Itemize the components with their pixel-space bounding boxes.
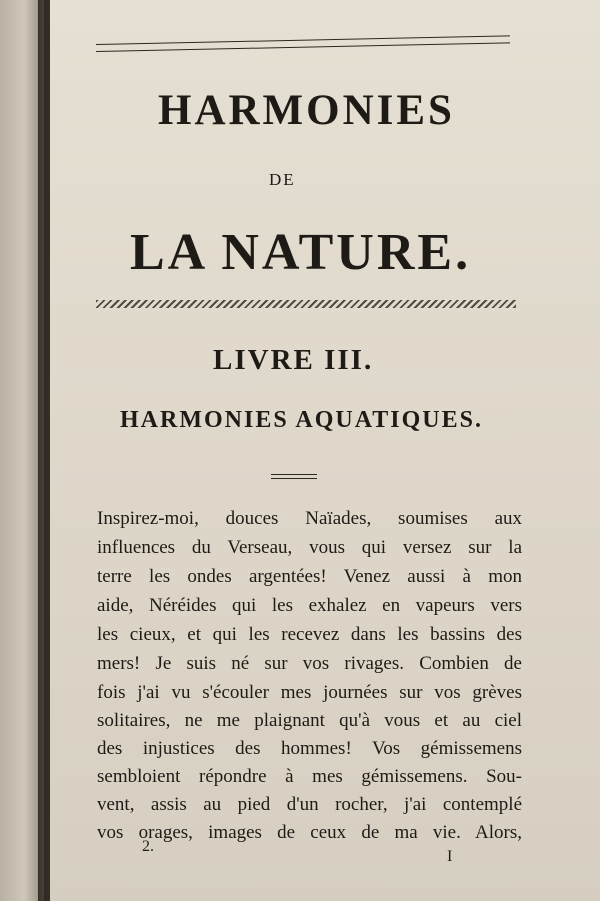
body-line: terre les ondes argentées! Venez aussi à mon [97,566,522,587]
chapter-subtitle: HARMONIES AQUATIQUES. [120,407,483,433]
wavy-ornament-rule [96,300,516,308]
body-line: vos orages, images de ceux de ma vie. Alors, [97,822,522,843]
body-line: aide, Néréides qui les exhalez en vapeurs vers [97,595,522,616]
body-line: les cieux, et qui les recevez dans les bassins des [97,624,522,645]
short-divider-rule [271,474,317,479]
body-line: fois j'ai vu s'écouler mes journées sur vos grèves [97,682,522,703]
title-de: DE [269,170,296,189]
body-line: sembloient répondre à mes gémissemens. Sou- [97,766,522,787]
title-la-nature: LA NATURE. [130,224,472,281]
title-harmonies: HARMONIES [158,87,455,134]
page-number: I [447,848,453,865]
book-number-heading: LIVRE III. [213,344,374,376]
body-line: des injustices des hommes! Vos gémissemens [97,738,522,759]
signature-mark: 2. [142,838,154,855]
body-line: influences du Verseau, vous qui versez sur la [97,537,522,558]
body-line: solitaires, ne me plaignant qu'à vous et au ciel [97,710,522,731]
body-line: Inspirez-moi, douces Naïades, soumises aux [97,508,522,529]
body-line: mers! Je suis né sur vos rivages. Combien de [97,653,522,674]
body-line: vent, assis au pied d'un rocher, j'ai contemplé [97,794,522,815]
